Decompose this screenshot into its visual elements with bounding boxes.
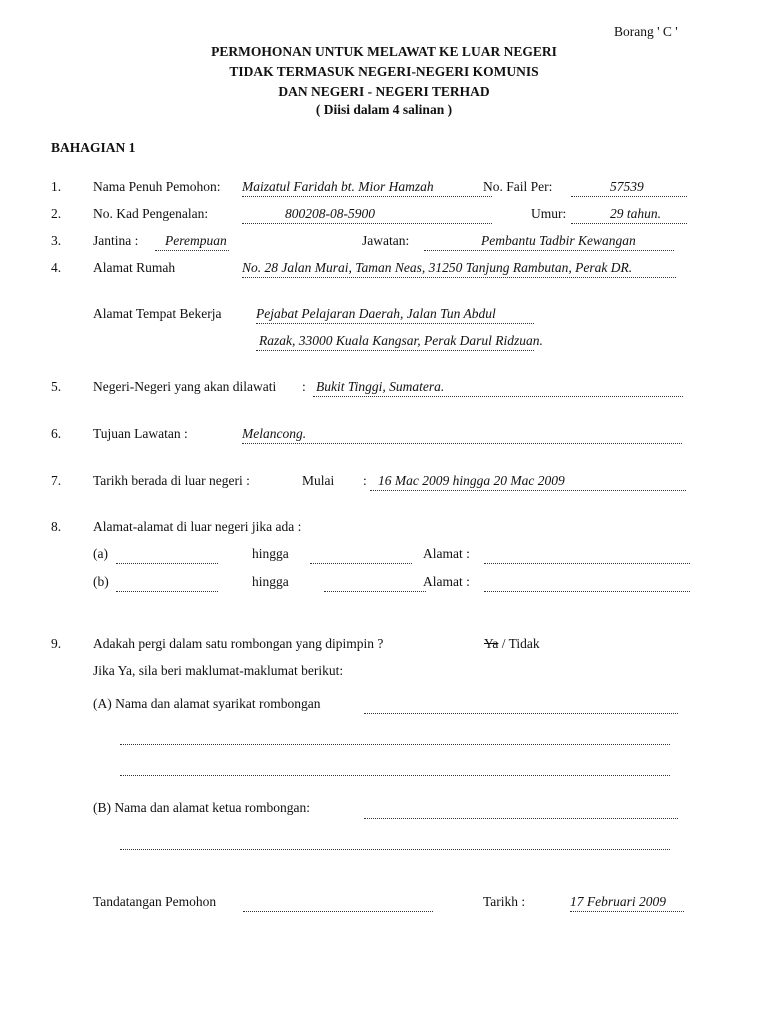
purpose-label: Tujuan Lawatan : bbox=[93, 426, 188, 441]
countries-value: Bukit Tinggi, Sumatera. bbox=[316, 379, 445, 394]
countries-label: Negeri-Negeri yang akan dilawati bbox=[93, 379, 277, 394]
group-leader-label: (B) Nama dan alamat ketua rombongan: bbox=[93, 800, 311, 815]
item-number-1: 1. bbox=[51, 179, 62, 194]
home-address-label: Alamat Rumah bbox=[93, 260, 176, 275]
age-value: 29 tahun. bbox=[610, 206, 662, 221]
work-address-dotted-line-2 bbox=[256, 350, 534, 351]
signature-dotted-line bbox=[243, 911, 433, 912]
overseas-address-label: Alamat-alamat di luar negeri jika ada : bbox=[93, 519, 302, 534]
title-line-2: TIDAK TERMASUK NEGERI-NEGERI KOMUNIS bbox=[229, 64, 539, 79]
signature-label: Tandatangan Pemohon bbox=[93, 894, 217, 909]
row-a-alamat: Alamat : bbox=[423, 546, 470, 561]
countries-colon: : bbox=[302, 379, 306, 394]
position-value: Pembantu Tadbir Kewangan bbox=[481, 233, 636, 248]
work-address-label: Alamat Tempat Bekerja bbox=[93, 306, 222, 321]
travel-date-dotted-line bbox=[370, 490, 686, 491]
title-line-4: ( Diisi dalam 4 salinan ) bbox=[315, 102, 453, 117]
date-label: Tarikh : bbox=[483, 894, 526, 909]
travel-date-colon: : bbox=[363, 473, 367, 488]
work-address-line-2: Razak, 33000 Kuala Kangsar, Perak Darul Ridzuan. bbox=[259, 333, 543, 348]
group-company-dotted-line-3 bbox=[120, 775, 670, 776]
row-b-key: (b) bbox=[93, 574, 109, 589]
section-title: BAHAGIAN 1 bbox=[51, 140, 136, 155]
gender-label: Jantina : bbox=[93, 233, 139, 248]
group-question-label: Adakah pergi dalam satu rombongan yang dipimpin ? bbox=[93, 636, 384, 651]
group-company-label: (A) Nama dan alamat syarikat rombongan bbox=[93, 696, 321, 711]
row-a-to-dotted-line bbox=[310, 563, 412, 564]
row-b-hingga: hingga bbox=[252, 574, 289, 589]
position-dotted-line bbox=[424, 250, 674, 251]
home-address-value: No. 28 Jalan Murai, Taman Neas, 31250 Tanjung Rambutan, Perak DR. bbox=[242, 260, 633, 275]
date-dotted-line bbox=[570, 911, 684, 912]
answer-tidak: / Tidak bbox=[498, 636, 540, 651]
title-line-1: PERMOHONAN UNTUK MELAWAT KE LUAR NEGERI bbox=[211, 44, 557, 59]
row-a-address-dotted-line bbox=[484, 563, 690, 564]
group-company-dotted-line-2 bbox=[120, 744, 670, 745]
answer-ya-struck: Ya bbox=[484, 636, 499, 651]
row-b-from-dotted-line bbox=[116, 591, 218, 592]
row-a-key: (a) bbox=[93, 546, 108, 561]
full-name-value: Maizatul Faridah bt. Mior Hamzah bbox=[242, 179, 434, 194]
gender-value: Perempuan bbox=[165, 233, 227, 248]
work-address-dotted-line-1 bbox=[256, 323, 534, 324]
item-number-4: 4. bbox=[51, 260, 62, 275]
item-number-7: 7. bbox=[51, 473, 62, 488]
group-answer bbox=[484, 636, 540, 652]
ic-number-value: 800208-08-5900 bbox=[285, 206, 375, 221]
purpose-dotted-line bbox=[242, 443, 682, 444]
travel-date-value: 16 Mac 2009 hingga 20 Mac 2009 bbox=[378, 473, 565, 488]
item-number-5: 5. bbox=[51, 379, 62, 394]
item-number-9: 9. bbox=[51, 636, 62, 651]
gender-dotted-line bbox=[155, 250, 229, 251]
row-a-from-dotted-line bbox=[116, 563, 218, 564]
form-code: Borang ' C ' bbox=[614, 24, 678, 39]
group-leader-dotted-line-1 bbox=[364, 818, 678, 819]
item-number-3: 3. bbox=[51, 233, 62, 248]
item-number-8: 8. bbox=[51, 519, 62, 534]
age-dotted-line bbox=[571, 223, 687, 224]
file-number-dotted-line bbox=[571, 196, 687, 197]
row-a-hingga: hingga bbox=[252, 546, 289, 561]
travel-date-label: Tarikh berada di luar negeri : bbox=[93, 473, 250, 488]
countries-dotted-line bbox=[313, 396, 683, 397]
row-b-to-dotted-line bbox=[324, 591, 426, 592]
row-b-alamat: Alamat : bbox=[423, 574, 470, 589]
home-address-dotted-line bbox=[242, 277, 676, 278]
ic-number-dotted-line bbox=[242, 223, 492, 224]
item-number-6: 6. bbox=[51, 426, 62, 441]
row-b-address-dotted-line bbox=[484, 591, 690, 592]
ic-number-label: No. Kad Pengenalan: bbox=[93, 206, 209, 221]
file-number-label: No. Fail Per: bbox=[483, 179, 553, 194]
purpose-value: Melancong. bbox=[242, 426, 307, 441]
work-address-line-1: Pejabat Pelajaran Daerah, Jalan Tun Abdul bbox=[256, 306, 496, 321]
item-number-2: 2. bbox=[51, 206, 62, 221]
full-name-label: Nama Penuh Pemohon: bbox=[93, 179, 221, 194]
title-line-3: DAN NEGERI - NEGERI TERHAD bbox=[278, 84, 490, 99]
age-label: Umur: bbox=[531, 206, 567, 221]
group-leader-dotted-line-2 bbox=[120, 849, 670, 850]
date-value: 17 Februari 2009 bbox=[570, 894, 666, 909]
position-label: Jawatan: bbox=[362, 233, 410, 248]
group-company-dotted-line-1 bbox=[364, 713, 678, 714]
group-note: Jika Ya, sila beri maklumat-maklumat berikut: bbox=[93, 663, 344, 678]
start-label: Mulai bbox=[302, 473, 335, 488]
full-name-dotted-line bbox=[242, 196, 492, 197]
file-number-value: 57539 bbox=[610, 179, 644, 194]
